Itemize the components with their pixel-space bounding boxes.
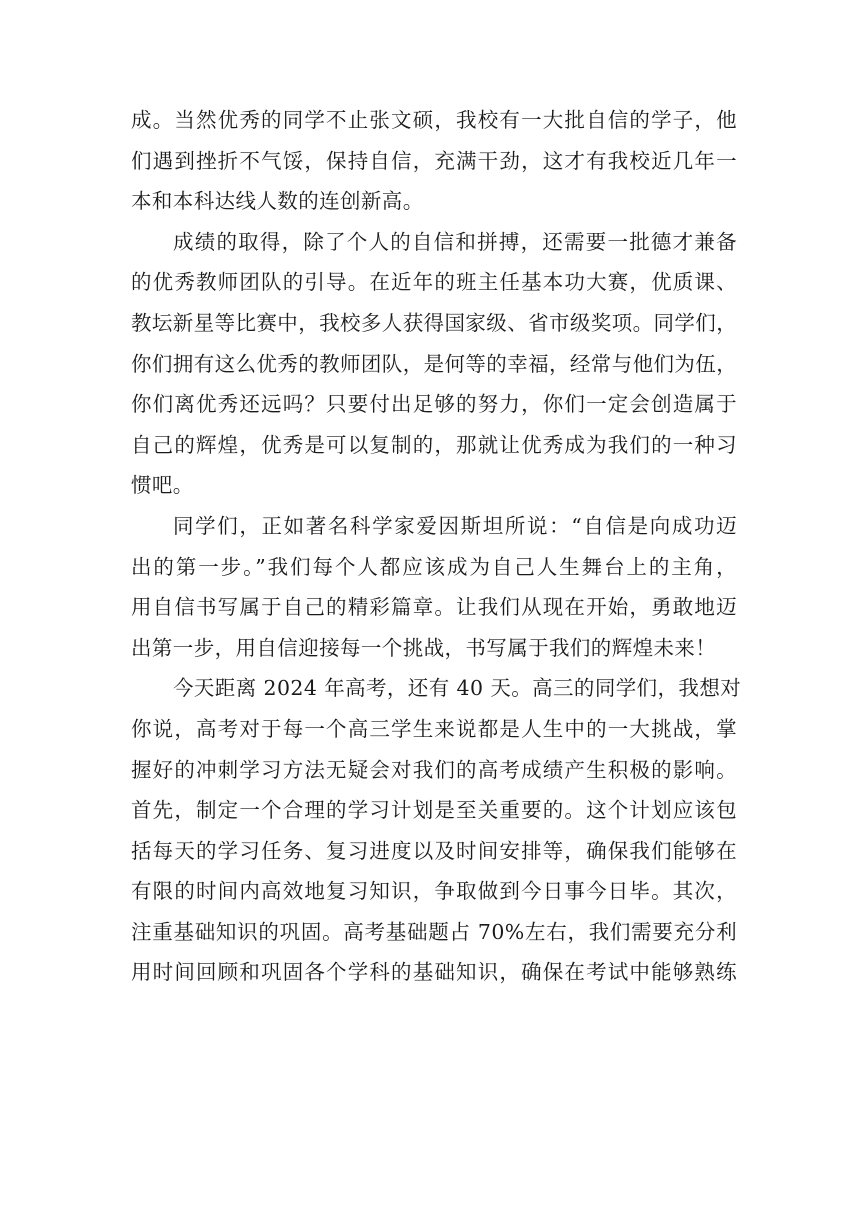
paragraph-2-line-6: 自己的辉煌，优秀是可以复制的，那就让优秀成为我们的一种习 bbox=[131, 432, 737, 457]
paragraph-3-line-1: 同学们，正如著名科学家爱因斯坦所说：“自信是向成功迈 bbox=[173, 513, 737, 538]
paragraph-2-line-3: 教坛新星等比赛中，我校多人获得国家级、省市级奖项。同学们， bbox=[131, 310, 738, 335]
paragraph-2-line-4: 你们拥有这么优秀的教师团队，是何等的幸福，经常与他们为伍， bbox=[131, 351, 738, 376]
paragraph-4-line-4: 首先，制定一个合理的学习计划是至关重要的。这个计划应该包 bbox=[131, 798, 737, 823]
paragraph-2-line-2: 的优秀教师团队的引导。在近年的班主任基本功大赛，优质课、 bbox=[131, 270, 737, 295]
paragraph-2-line-7: 惯吧。 bbox=[131, 473, 194, 498]
document-body bbox=[131, 100, 742, 993]
paragraph-2-line-1: 成绩的取得，除了个人的自信和拼搏，还需要一批德才兼备 bbox=[173, 229, 737, 254]
paragraph-2-line-5: 你们离优秀还远吗？只要付出足够的努力，你们一定会创造属于 bbox=[131, 392, 737, 417]
paragraph-4-line-5: 括每天的学习任务、复习进度以及时间安排等，确保我们能够在 bbox=[131, 838, 737, 863]
paragraph-3-line-2: 出的第一步。”我们每个人都应该成为自己人生舞台上的主角， bbox=[131, 554, 737, 579]
paragraph-4-line-3: 握好的冲刺学习方法无疑会对我们的高考成绩产生积极的影响。 bbox=[131, 757, 737, 782]
paragraph-1-line-2: 们遇到挫折不气馁，保持自信，充满干劲，这才有我校近几年一 bbox=[131, 148, 737, 173]
paragraph-1-line-1: 成。当然优秀的同学不止张文硕，我校有一大批自信的学子，他 bbox=[131, 108, 737, 132]
paragraph-4-line-2: 你说，高考对于每一个高三学生来说都是人生中的一大挑战，掌 bbox=[131, 716, 737, 741]
paragraph-4-line-7: 注重基础知识的巩固。高考基础题占 70%左右，我们需要充分利 bbox=[131, 919, 737, 944]
paragraph-4-line-8: 用时间回顾和巩固各个学科的基础知识，确保在考试中能够熟练 bbox=[131, 960, 737, 985]
paragraph-3-line-3: 用自信书写属于自己的精彩篇章。让我们从现在开始，勇敢地迈 bbox=[131, 595, 737, 620]
paragraph-4-line-1: 今天距离 2024 年高考，还有 40 天。高三的同学们，我想对 bbox=[173, 676, 742, 701]
paragraph-1-line-3: 本和本科达线人数的连创新高。 bbox=[131, 189, 424, 214]
paragraph-4-line-6: 有限的时间内高效地复习知识，争取做到今日事今日毕。其次， bbox=[131, 879, 737, 904]
paragraph-3-line-4: 出第一步，用自信迎接每一个挑战，书写属于我们的辉煌未来！ bbox=[131, 635, 717, 660]
